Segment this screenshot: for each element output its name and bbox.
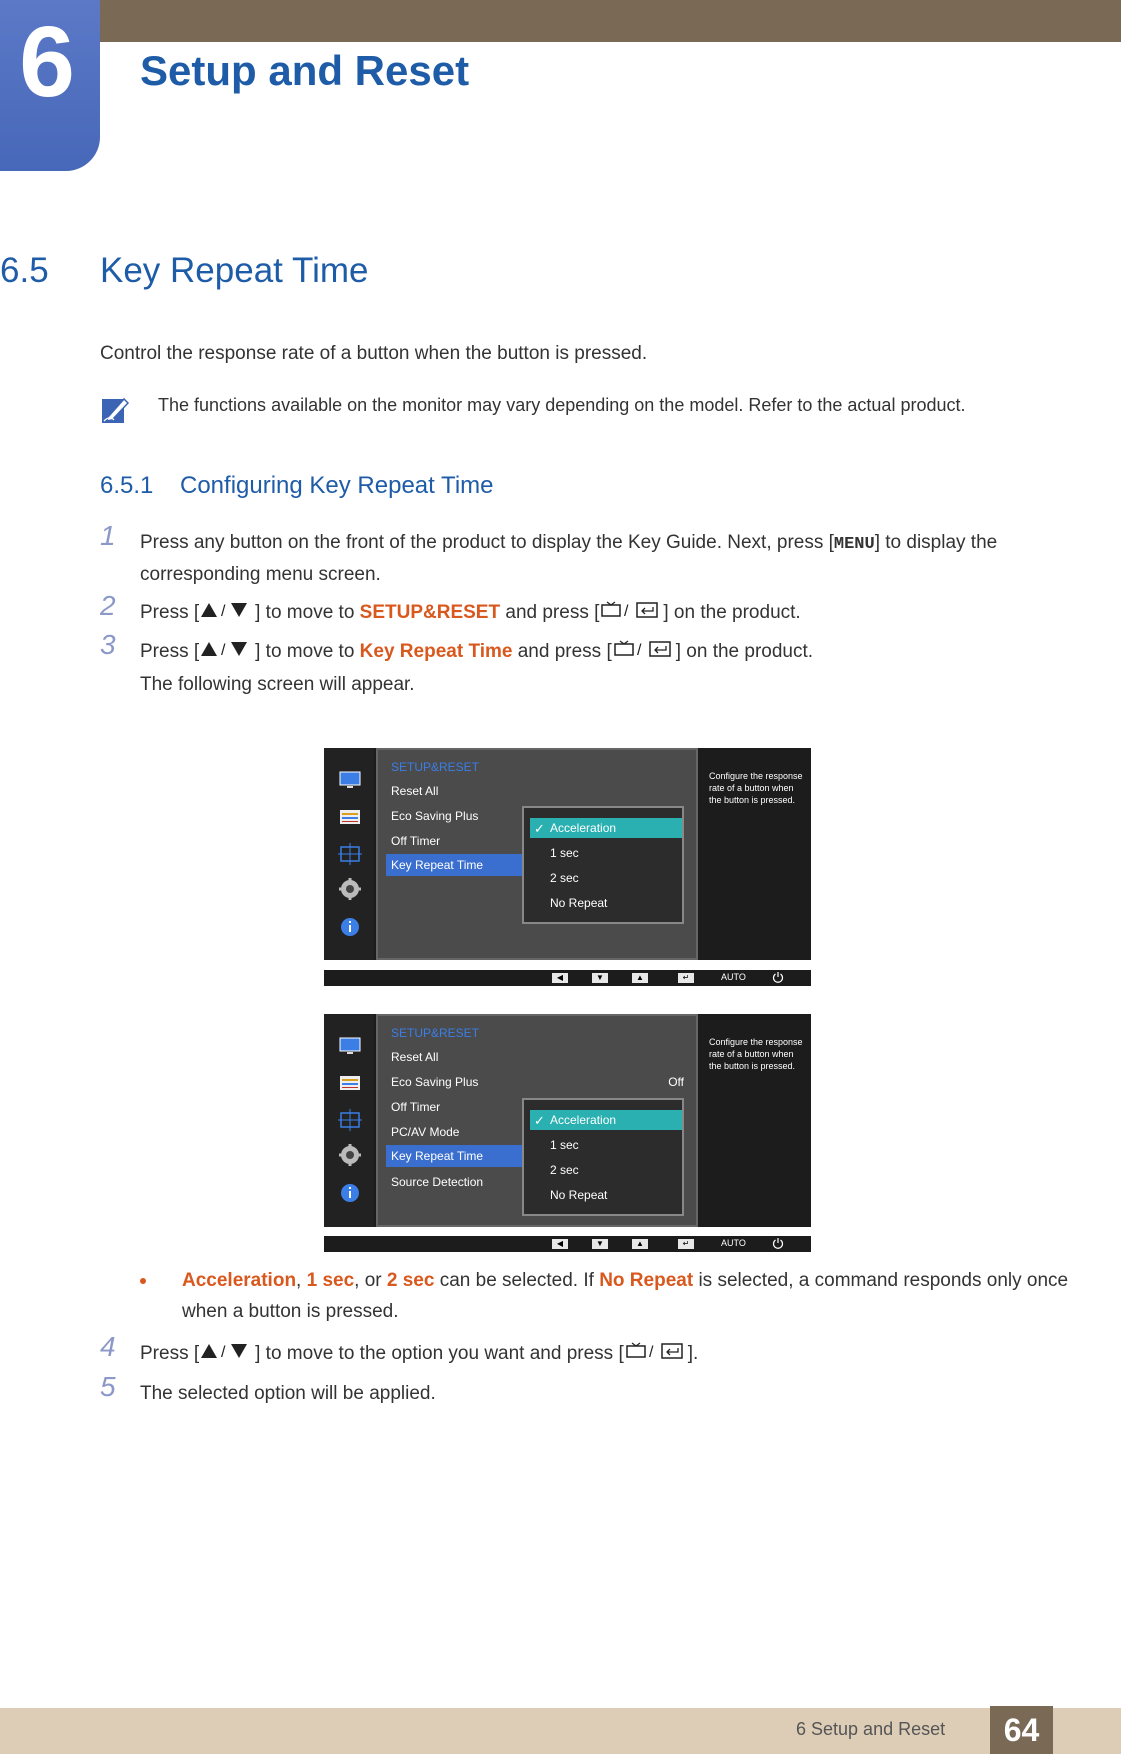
picture-icon [338,769,362,791]
up-arrow-button[interactable]: ▲ [632,1239,648,1249]
info-icon [338,1182,362,1204]
enter-button[interactable]: ↵ [678,1239,694,1249]
osd-option-selected[interactable]: ✓ Acceleration [530,1110,682,1130]
chapter-header-bar [0,0,1121,42]
size-position-icon [338,1109,362,1131]
gear-icon [338,1144,362,1166]
svg-text:/: / [636,642,642,659]
check-icon: ✓ [534,821,545,836]
osd-screen-1 [324,748,811,986]
chapter-number: 6 [19,6,75,118]
power-icon[interactable] [772,1237,784,1249]
osd-menu-item[interactable]: Off Timer [391,1100,441,1114]
power-icon[interactable] [772,971,784,983]
osd-menu-header: SETUP&RESET [391,760,480,774]
osd-option[interactable]: 1 sec [550,1138,579,1152]
svg-text:/: / [221,642,226,659]
osd-key-guide-bar [324,1236,811,1252]
osd-option[interactable]: 1 sec [550,846,579,860]
osd-menu-item[interactable]: Reset All [391,1050,439,1064]
osd-icon-column [324,748,374,960]
osd-menu-item[interactable]: Off Timer [391,834,441,848]
picture-icon [338,1035,362,1057]
step-number: 5 [100,1371,116,1402]
left-arrow-button[interactable]: ◀ [552,973,568,983]
footer-chapter-label: 6 Setup and Reset [796,1719,946,1739]
section-title [0,250,368,292]
menu-key-label: MENU [833,535,875,554]
step-number: 4 [100,1331,116,1362]
osd-menu-item-selected[interactable]: Key Repeat Time [386,1145,522,1167]
note-text: The functions available on the monitor may vary depending on the model. Refer to the actual product. [158,395,966,415]
osd-option[interactable]: No Repeat [550,1188,608,1202]
subsection-number: 6.5.1 [100,472,154,499]
osd-option-list [522,806,684,924]
enter-button[interactable]: ↵ [678,973,694,983]
up-arrow-button[interactable]: ▲ [632,973,648,983]
source-enter-icon [612,639,676,659]
osd-menu-item-selected[interactable]: Key Repeat Time [386,854,522,876]
osd-option-selected[interactable]: ✓ Acceleration [530,818,682,838]
auto-button[interactable]: AUTO [721,1238,746,1248]
osd-option[interactable]: 2 sec [550,1163,579,1177]
step-number: 1 [100,520,116,551]
up-down-arrow-icon [199,600,255,620]
page-number: 64 [990,1706,1053,1754]
svg-text:/: / [648,1344,654,1361]
bullet-dot [140,1278,146,1284]
osd-option-list [522,1098,684,1216]
down-arrow-button[interactable]: ▼ [592,1239,608,1249]
up-down-arrow-icon [199,1341,255,1361]
color-icon [338,806,362,828]
following-screen-text: The following screen will appear. [140,674,415,695]
auto-button[interactable]: AUTO [721,972,746,982]
osd-icon-column [324,1014,374,1227]
intro-text: Control the response rate of a button when the button is pressed. [100,343,648,364]
page-footer [0,1708,1121,1754]
up-down-arrow-icon [199,639,255,659]
step-number: 2 [100,590,116,621]
osd-option[interactable]: No Repeat [550,896,608,910]
osd-description: Configure the response rate of a button when the button is pressed. [709,771,803,805]
osd-screen-2 [324,1014,811,1252]
check-icon: ✓ [534,1113,545,1128]
info-icon [338,916,362,938]
down-arrow-button[interactable]: ▼ [592,973,608,983]
source-enter-icon [599,600,663,620]
osd-menu-item[interactable]: Eco Saving Plus [391,1075,479,1089]
osd-description: Configure the response rate of a button when the button is pressed. [709,1037,803,1071]
osd-menu-header: SETUP&RESET [391,1026,480,1040]
left-arrow-button[interactable]: ◀ [552,1239,568,1249]
osd-menu-item[interactable]: Reset All [391,784,439,798]
osd-key-guide-bar [324,970,811,986]
note-pencil-icon [100,393,130,425]
size-position-icon [338,843,362,865]
osd-menu-panel [376,748,698,960]
osd-menu-item[interactable]: PC/AV Mode [391,1125,460,1139]
gear-icon [338,878,362,900]
subsection-title-text: Configuring Key Repeat Time [180,472,494,499]
section-title-text: Key Repeat Time [100,251,369,290]
step-number: 3 [100,629,116,660]
svg-text:/: / [624,603,629,620]
svg-text:/: / [221,603,226,620]
subsection-title [100,472,494,501]
color-icon [338,1072,362,1094]
chapter-title: Setup and Reset [140,47,470,94]
osd-menu-item-value: Off [668,1075,684,1089]
osd-option[interactable]: 2 sec [550,871,579,885]
osd-menu-item[interactable]: Source Detection [391,1175,484,1189]
source-enter-icon [624,1341,688,1361]
osd-menu-item[interactable]: Eco Saving Plus [391,809,479,823]
svg-text:/: / [221,1344,226,1361]
chapter-tab [0,0,100,171]
osd-menu-panel [376,1014,698,1227]
section-number: 6.5 [0,251,49,290]
